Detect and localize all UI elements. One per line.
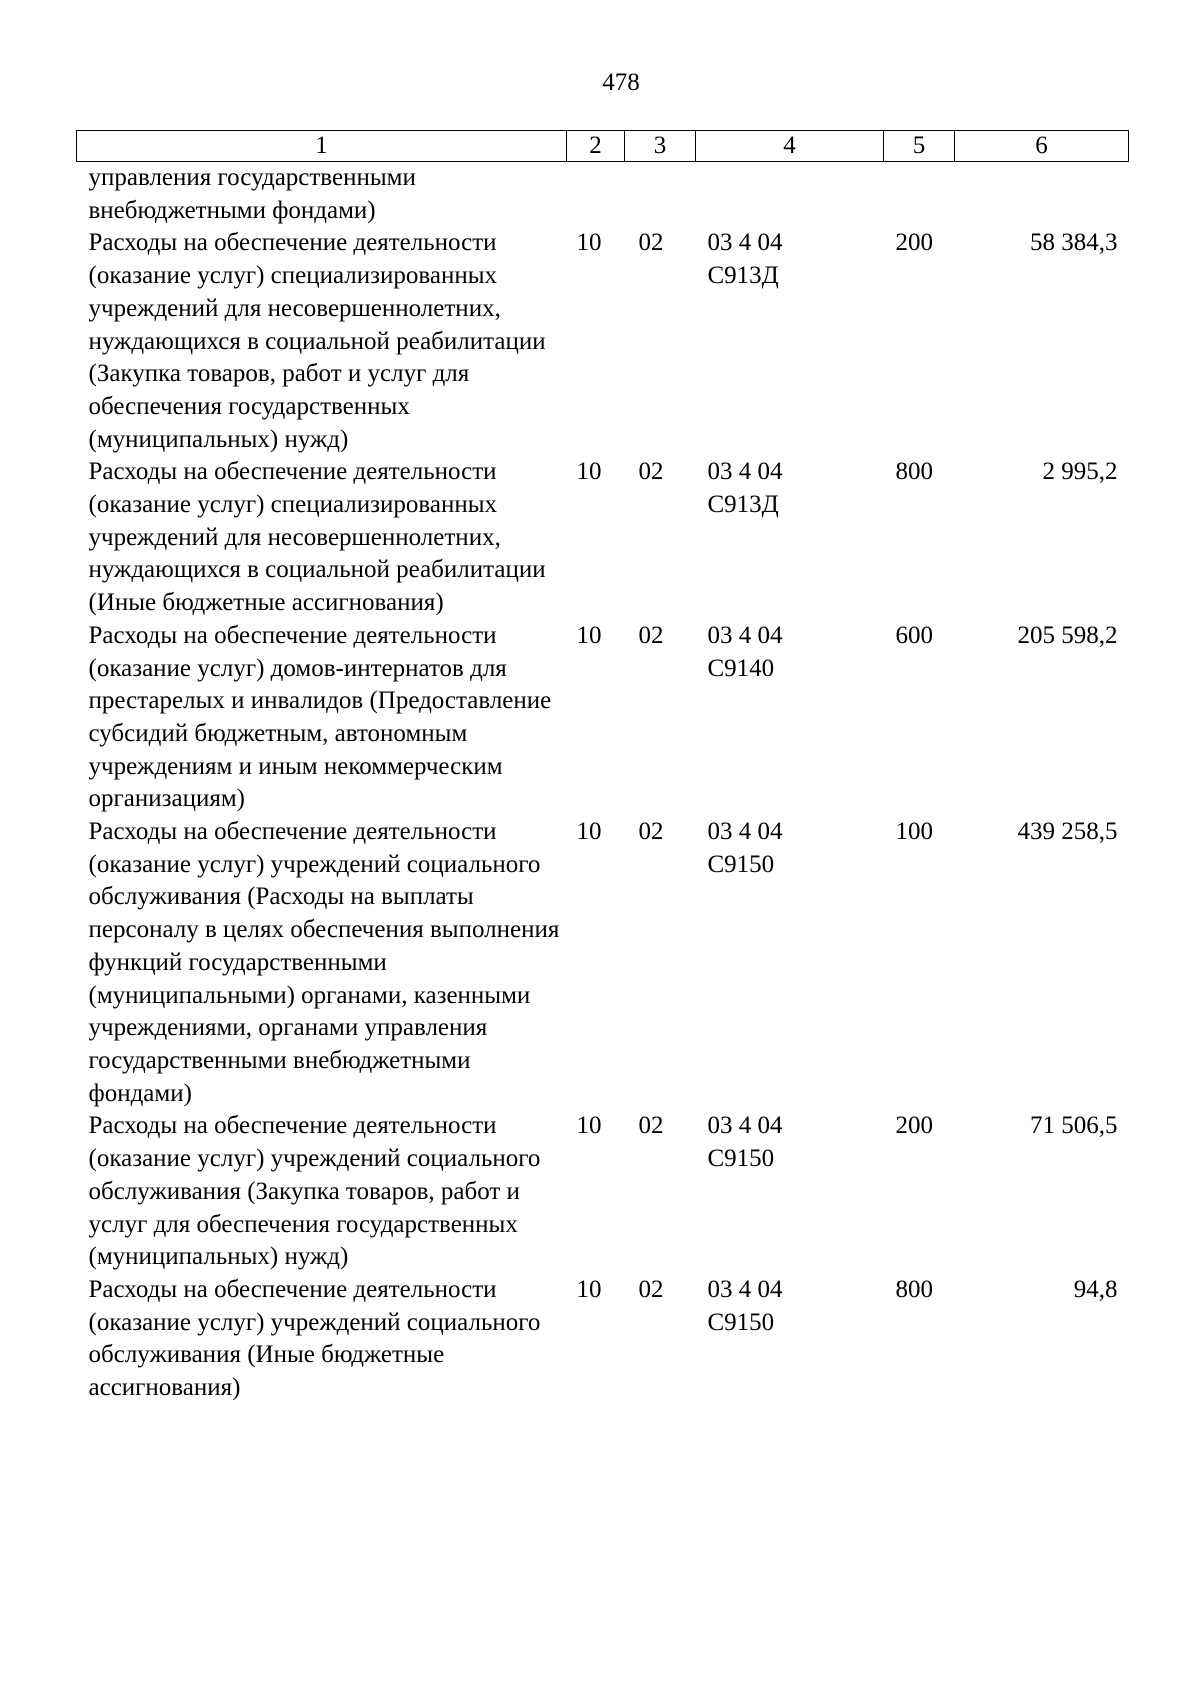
target-article-line-2: С913Д <box>707 262 779 290</box>
continuation-row <box>77 162 1129 228</box>
target-article-line-1: 03 4 04 <box>707 1275 783 1303</box>
subsection-code: 02 <box>638 1112 664 1140</box>
expense-name: Расходы на обеспечение деятельности (оказание услуг) специализированных учреждений для несовершеннолетних, нуждающихся в социальной реабилитации (Иные бюджетные ассигнования) <box>88 458 546 617</box>
expense-type-code: 100 <box>895 818 933 846</box>
amount: 71 506,5 <box>1030 1112 1118 1140</box>
section-code: 10 <box>576 1112 602 1140</box>
amount: 439 258,5 <box>1017 818 1118 846</box>
section-code: 10 <box>576 818 602 846</box>
amount: 58 384,3 <box>1030 229 1118 257</box>
expense-name: Расходы на обеспечение деятельности (оказание услуг) учреждений социального обслуживания (Иные бюджетные ассигнования) <box>88 1275 541 1402</box>
target-article-line-1: 03 4 04 <box>707 621 783 649</box>
subsection-code: 02 <box>638 621 664 649</box>
page-number: 478 <box>602 69 640 96</box>
table-row <box>77 620 1129 816</box>
target-article-code <box>696 456 884 620</box>
subsection-code: 02 <box>638 1275 664 1303</box>
target-article-line-2: С913Д <box>707 491 779 519</box>
target-article-line-2: С9150 <box>707 1308 775 1336</box>
table-row <box>77 456 1129 620</box>
budget-table <box>76 130 1129 1405</box>
header-col-5: 5 <box>884 131 955 162</box>
table-body <box>77 162 1129 1405</box>
target-article-line-1: 03 4 04 <box>707 1112 783 1140</box>
continuation-text: управления государственными внебюджетными фондами) <box>88 164 416 224</box>
section-code: 10 <box>576 621 602 649</box>
expense-type-code: 200 <box>895 1112 933 1140</box>
table-header <box>77 131 1129 162</box>
header-col-3: 3 <box>625 131 696 162</box>
table-row <box>77 816 1129 1110</box>
header-row <box>77 131 1129 162</box>
target-article-line-2: С9140 <box>707 654 775 682</box>
header-col-6: 6 <box>955 131 1129 162</box>
subsection-code: 02 <box>638 458 664 486</box>
subsection-code: 02 <box>638 818 664 846</box>
amount: 94,8 <box>1073 1275 1118 1303</box>
target-article-code <box>696 620 884 816</box>
expense-name: Расходы на обеспечение деятельности (оказание услуг) учреждений социального обслуживания (Расходы на выплаты персоналу в целях обеспечения выполнения функций государственными (муниципальными) органами, казенными учреждениями, органами управления государственными внебюджетными фондами) <box>88 818 560 1107</box>
target-article-code <box>696 1110 884 1274</box>
target-article-line-1: 03 4 04 <box>707 458 783 486</box>
section-code: 10 <box>576 229 602 257</box>
section-code: 10 <box>576 458 602 486</box>
target-article-code <box>696 227 884 456</box>
table-row <box>77 1274 1129 1405</box>
expense-name: Расходы на обеспечение деятельности (оказание услуг) учреждений социального обслуживания (Закупка товаров, работ и услуг для обеспечения государственных (муниципальных) нужд) <box>88 1112 541 1271</box>
target-article-line-2: С9150 <box>707 1145 775 1173</box>
expense-type-code: 800 <box>895 1275 933 1303</box>
header-col-2: 2 <box>567 131 625 162</box>
header-col-1: 1 <box>77 131 567 162</box>
amount: 205 598,2 <box>1017 621 1118 649</box>
target-article-line-2: С9150 <box>707 850 775 878</box>
expense-type-code: 200 <box>895 229 933 257</box>
target-article-line-1: 03 4 04 <box>707 818 783 846</box>
header-col-4: 4 <box>696 131 884 162</box>
table-row <box>77 227 1129 456</box>
amount: 2 995,2 <box>1042 458 1118 486</box>
target-article-code <box>696 1274 884 1405</box>
target-article-code <box>696 816 884 1110</box>
target-article-line-1: 03 4 04 <box>707 229 783 257</box>
subsection-code: 02 <box>638 229 664 257</box>
section-code: 10 <box>576 1275 602 1303</box>
table-row <box>77 1110 1129 1274</box>
expense-name: Расходы на обеспечение деятельности (оказание услуг) домов-интернатов для престарелых и инвалидов (Предоставление субсидий бюджетным, автономным учреждениям и иным некоммерческим организациям) <box>88 621 552 813</box>
expense-name: Расходы на обеспечение деятельности (оказание услуг) специализированных учреждений для несовершеннолетних, нуждающихся в социальной реабилитации (Закупка товаров, работ и услуг для обеспечения государственных (муниципальных) нужд) <box>88 229 546 453</box>
expense-type-code: 800 <box>895 458 933 486</box>
expense-type-code: 600 <box>895 621 933 649</box>
